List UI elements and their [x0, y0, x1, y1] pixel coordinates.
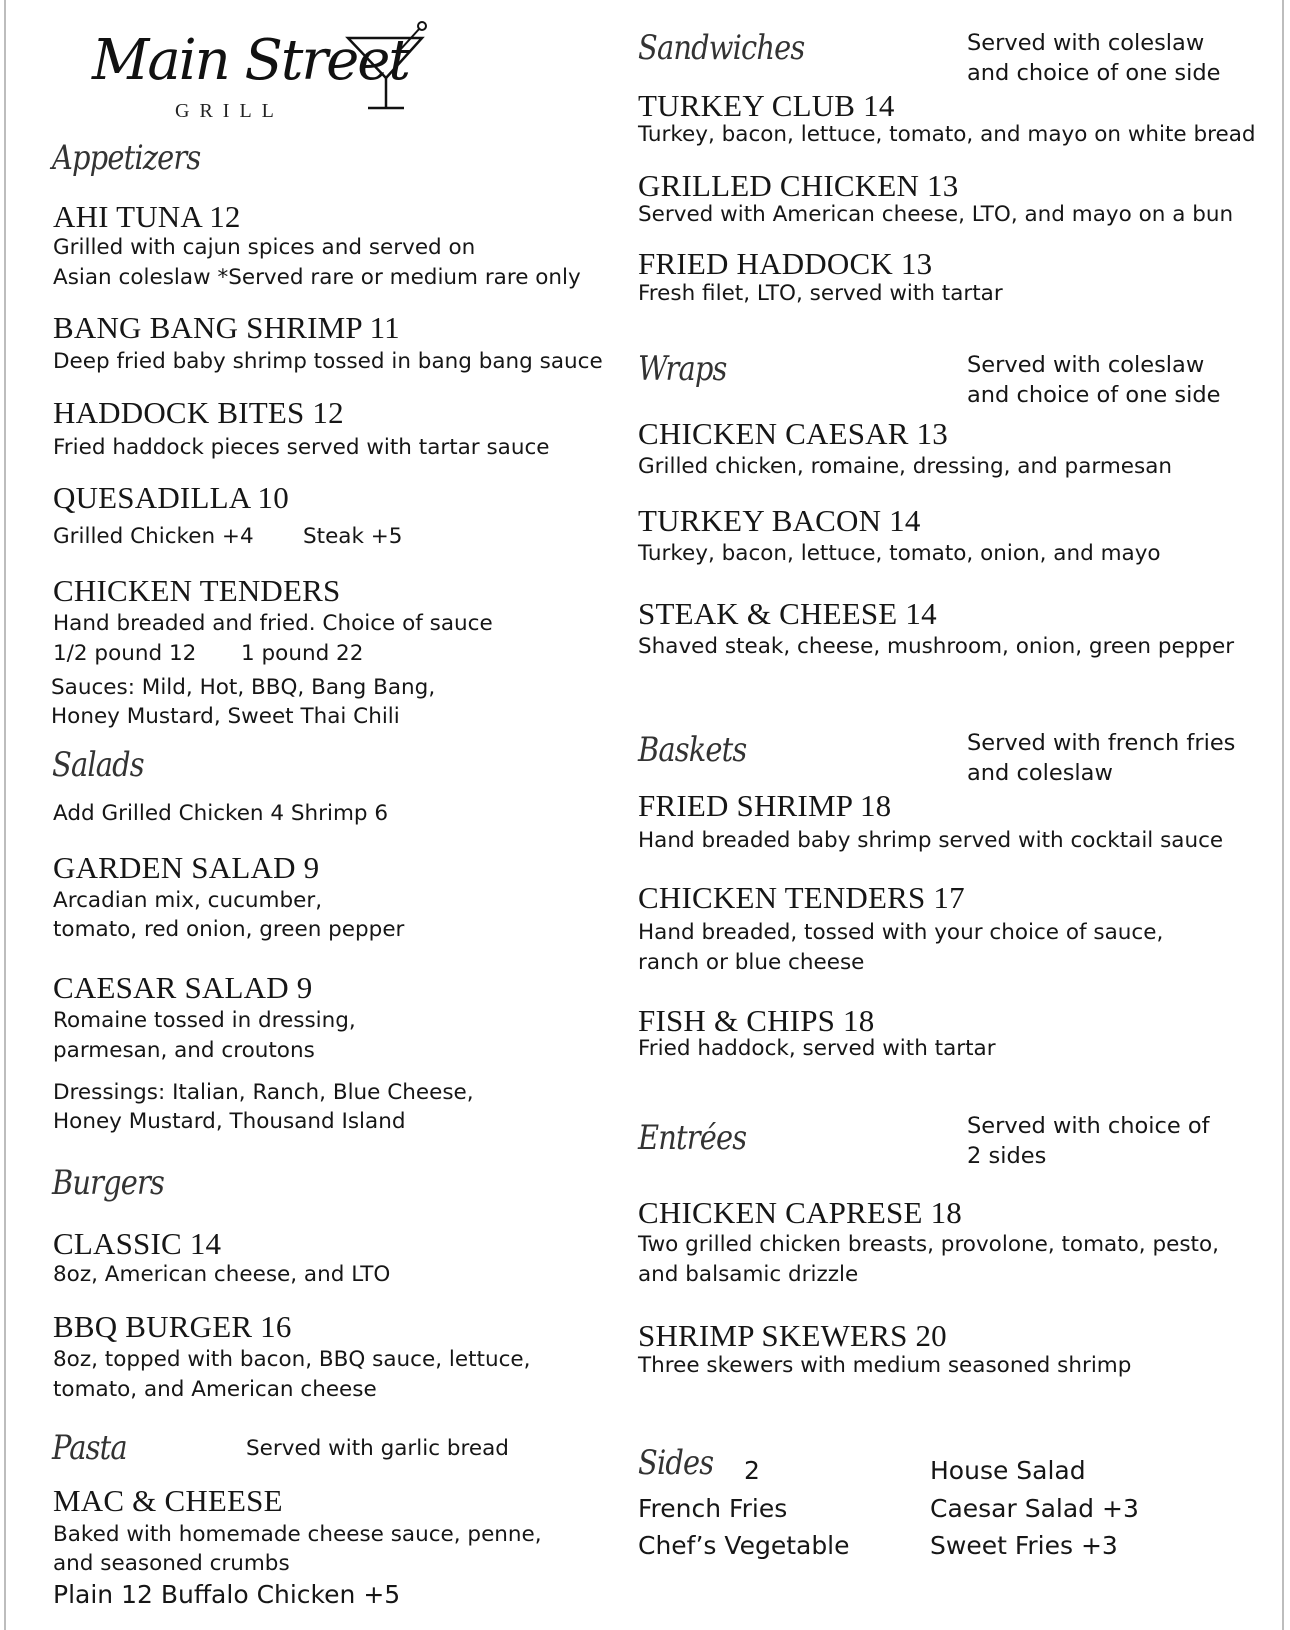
sandwiches-note-1: Served with coleslaw [967, 30, 1205, 56]
item-fried-haddock: FRIED HADDOCK 13 [638, 246, 933, 281]
desc-grilled-chicken: Served with American cheese, LTO, and mayo on a bun [638, 202, 1234, 227]
section-burgers: Burgers [52, 1163, 164, 1203]
section-sandwiches: Sandwiches [638, 28, 805, 68]
item-grilled-chicken: GRILLED CHICKEN 13 [638, 168, 959, 203]
baskets-note-2: and coleslaw [967, 760, 1113, 786]
desc-steak-cheese-wrap: Shaved steak, cheese, mushroom, onion, green pepper [638, 634, 1235, 659]
desc-bbq-burger-1: 8oz, topped with bacon, BBQ sauce, lettuce, [53, 1347, 531, 1372]
item-chicken-tenders-basket: CHICKEN TENDERS 17 [638, 880, 965, 915]
section-baskets: Baskets [638, 730, 747, 770]
desc-chicken-caprese-1: Two grilled chicken breasts, provolone, tomato, pesto, [638, 1232, 1219, 1257]
desc-caesar-salad-1: Romaine tossed in dressing, [53, 1008, 356, 1033]
desc-shrimp-skewers: Three skewers with medium seasoned shrimp [638, 1353, 1132, 1378]
desc-caesar-salad-2: parmesan, and croutons [53, 1038, 315, 1063]
baskets-note-1: Served with french fries [967, 730, 1236, 756]
desc-chicken-tenders-basket-2: ranch or blue cheese [638, 950, 865, 975]
quesadilla-option-chicken: Grilled Chicken +4 [53, 524, 254, 549]
item-bang-bang-shrimp: BANG BANG SHRIMP 11 [53, 310, 400, 345]
desc-garden-salad-2: tomato, red onion, green pepper [53, 917, 405, 942]
section-appetizers: Appetizers [52, 138, 201, 178]
desc-chicken-tenders-basket-1: Hand breaded, tossed with your choice of sauce, [638, 920, 1164, 945]
item-quesadilla: QUESADILLA 10 [53, 480, 289, 515]
desc-chicken-tenders: Hand breaded and fried. Choice of sauce [53, 611, 493, 636]
item-steak-cheese-wrap: STEAK & CHEESE 14 [638, 596, 937, 631]
dressings-line-1: Dressings: Italian, Ranch, Blue Cheese, [53, 1080, 474, 1105]
dressings-line-2: Honey Mustard, Thousand Island [53, 1109, 406, 1134]
section-sides: Sides [638, 1443, 714, 1483]
side-chefs-vegetable: Chef’s Vegetable [638, 1531, 850, 1560]
item-ahi-tuna: AHI TUNA 12 [53, 199, 241, 234]
right-border [1282, 0, 1284, 1630]
desc-chicken-caprese-2: and balsamic drizzle [638, 1262, 859, 1287]
desc-ahi-tuna-1: Grilled with cajun spices and served on [53, 235, 476, 260]
item-garden-salad: GARDEN SALAD 9 [53, 850, 320, 885]
item-chicken-caprese: CHICKEN CAPRESE 18 [638, 1195, 962, 1230]
entrees-note-1: Served with choice of [967, 1113, 1210, 1139]
side-french-fries: French Fries [638, 1494, 788, 1523]
item-turkey-bacon-wrap: TURKEY BACON 14 [638, 503, 921, 538]
side-caesar-salad: Caesar Salad +3 [930, 1494, 1139, 1523]
desc-garden-salad-1: Arcadian mix, cucumber, [53, 888, 323, 913]
desc-fried-shrimp-basket: Hand breaded baby shrimp served with cocktail sauce [638, 828, 1224, 853]
wraps-note-1: Served with coleslaw [967, 352, 1205, 378]
item-classic-burger: CLASSIC 14 [53, 1226, 222, 1261]
section-entrees: Entrées [638, 1118, 747, 1158]
item-chicken-caesar-wrap: CHICKEN CAESAR 13 [638, 416, 948, 451]
desc-bbq-burger-2: tomato, and American cheese [53, 1377, 377, 1402]
desc-haddock-bites: Fried haddock pieces served with tartar sauce [53, 435, 550, 460]
item-bbq-burger: BBQ BURGER 16 [53, 1309, 292, 1344]
item-mac-cheese: MAC & CHEESE [53, 1483, 283, 1518]
side-sweet-fries: Sweet Fries +3 [930, 1531, 1118, 1560]
entrees-note-2: 2 sides [967, 1143, 1047, 1169]
martini-glass-icon [340, 20, 430, 115]
pasta-note: Served with garlic bread [246, 1436, 509, 1461]
sandwiches-note-2: and choice of one side [967, 60, 1221, 86]
tenders-price-half: 1/2 pound 12 [53, 641, 197, 666]
section-salads: Salads [52, 745, 144, 785]
side-house-salad: House Salad [930, 1456, 1086, 1485]
desc-bang-bang-shrimp: Deep fried baby shrimp tossed in bang bang sauce [53, 349, 603, 374]
sauces-line-1: Sauces: Mild, Hot, BBQ, Bang Bang, [51, 675, 436, 700]
desc-chicken-caesar-wrap: Grilled chicken, romaine, dressing, and parmesan [638, 454, 1173, 479]
wraps-note-2: and choice of one side [967, 382, 1221, 408]
logo-grill: GRILL [175, 100, 284, 122]
desc-fish-chips: Fried haddock, served with tartar [638, 1036, 996, 1061]
desc-mac-cheese-2: and seasoned crumbs [53, 1551, 290, 1576]
item-haddock-bites: HADDOCK BITES 12 [53, 395, 344, 430]
sauces-line-2: Honey Mustard, Sweet Thai Chili [51, 704, 400, 729]
sides-price: 2 [744, 1456, 760, 1485]
desc-fried-haddock: Fresh filet, LTO, served with tartar [638, 281, 1003, 306]
item-turkey-club: TURKEY CLUB 14 [638, 88, 895, 123]
section-wraps: Wraps [638, 349, 727, 389]
quesadilla-option-steak: Steak +5 [303, 524, 403, 549]
item-chicken-tenders: CHICKEN TENDERS [53, 573, 341, 608]
desc-classic-burger: 8oz, American cheese, and LTO [53, 1262, 391, 1287]
tenders-price-pound: 1 pound 22 [241, 641, 364, 666]
desc-turkey-club: Turkey, bacon, lettuce, tomato, and mayo on white bread [638, 122, 1256, 147]
item-shrimp-skewers: SHRIMP SKEWERS 20 [638, 1318, 947, 1353]
desc-ahi-tuna-2: Asian coleslaw *Served rare or medium rare only [53, 265, 581, 290]
item-fish-chips: FISH & CHIPS 18 [638, 1003, 875, 1038]
mac-cheese-prices: Plain 12 Buffalo Chicken +5 [53, 1580, 401, 1609]
desc-turkey-bacon-wrap: Turkey, bacon, lettuce, tomato, onion, and mayo [638, 541, 1161, 566]
left-border [4, 0, 6, 1630]
logo-script: Main Street [92, 28, 409, 93]
item-caesar-salad: CAESAR SALAD 9 [53, 970, 313, 1005]
salad-add-ons: Add Grilled Chicken 4 Shrimp 6 [53, 801, 389, 826]
item-fried-shrimp-basket: FRIED SHRIMP 18 [638, 788, 892, 823]
desc-mac-cheese-1: Baked with homemade cheese sauce, penne, [53, 1522, 542, 1547]
section-pasta: Pasta [52, 1428, 127, 1468]
